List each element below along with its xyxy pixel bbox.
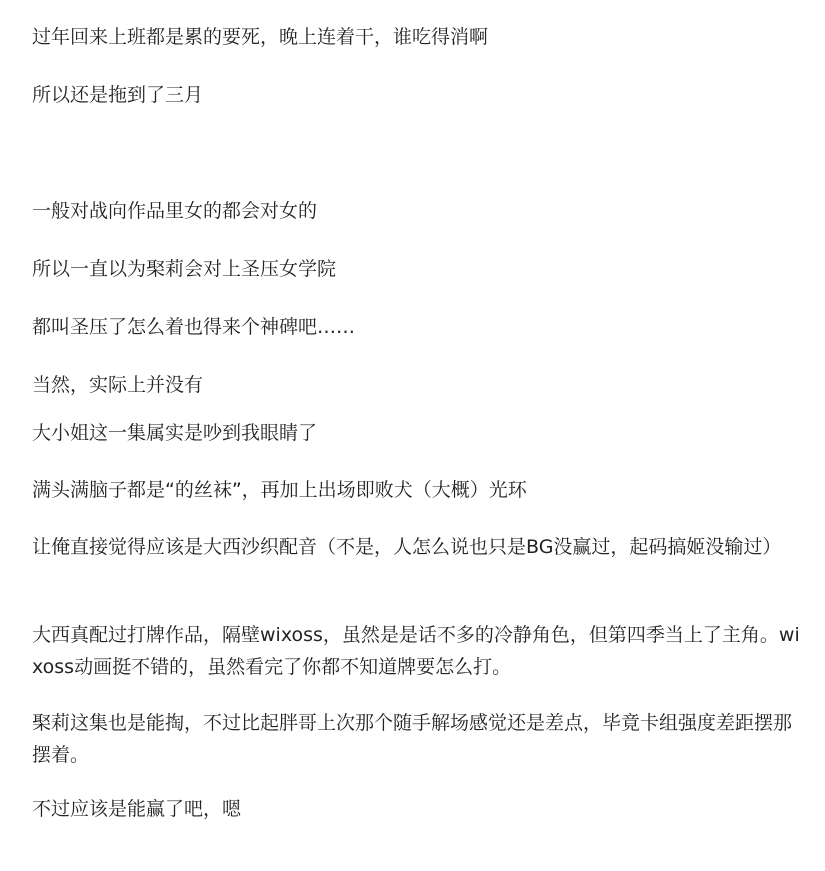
paragraph: 让俺直接觉得应该是大西沙织配音（不是，人怎么说也只是BG没赢过，起码搞姬没输过） — [32, 536, 782, 558]
paragraph: 满头满脑子都是“的丝袜”，再加上出场即败犬（大概）光环 — [32, 479, 527, 501]
paragraph: 不过应该是能赢了吧，嗯 — [32, 798, 242, 820]
paragraph: 所以还是拖到了三月 — [32, 84, 204, 106]
paragraph: 过年回来上班都是累的要死，晚上连着干，谁吃得消啊 — [32, 26, 489, 48]
paragraph: 大西真配过打牌作品，隔壁wixoss，虽然是是话不多的冷静角色，但第四季当上了主角。wixoss动画挺不错的，虽然看完了你都不知道牌要怎么打。 — [32, 624, 800, 678]
paragraph: 当然，实际上并没有 — [32, 374, 204, 396]
paragraph: 所以一直以为棸莉会对上圣压女学院 — [32, 258, 337, 280]
paragraph: 一般对战向作品里女的都会对女的 — [32, 200, 318, 222]
paragraph: 都叫圣压了怎么着也得来个神碑吧…… — [32, 316, 356, 338]
paragraph: 大小姐这一集属实是吵到我眼睛了 — [32, 422, 318, 444]
paragraph: 棸莉这集也是能掏，不过比起胖哥上次那个随手解场感觉还是差点，毕竟卡组强度差距摆那摆着。 — [32, 712, 793, 766]
